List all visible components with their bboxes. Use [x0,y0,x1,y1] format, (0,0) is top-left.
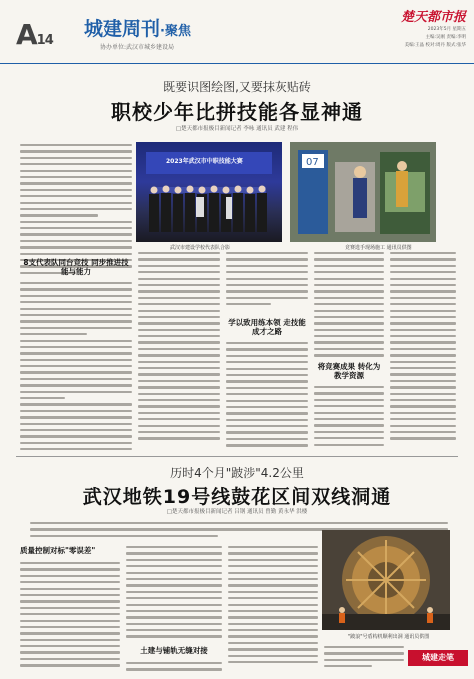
newspaper-logo [360,6,466,56]
story1-column2-text [138,252,220,444]
logo-text: 楚天都市报 [400,10,466,25]
story1-column4b-text [314,386,384,450]
corner-tag: 城建走笔 [408,650,468,666]
story2-column2-text [126,546,222,642]
story2-headline: 武汉地铁19号线鼓花区间双线洞通 [82,486,392,508]
story2-photo-caption: "跛浪"号盾构机顺利出洞 通讯员供图 [348,634,430,640]
page-code [16,18,53,51]
story2-kicker: 历时4个月"跛涉"4.2公里 [170,466,304,480]
story2-subhead-left: 质量控制对标"零误差" [20,546,96,555]
story1-subhead-left: 8支代表队同台竞技 同步推进技能与能力 [23,258,129,276]
banner-text: 2023年武汉市中职技能大赛 [166,158,243,165]
story1-column1-text [20,282,132,455]
story2-column3-text [228,546,318,667]
story2-column2b-text [126,662,222,675]
story2-column4-text [324,646,404,672]
story1-subhead-right: 将竞赛成果 转化为教学资源 [317,362,381,380]
tunnel-photo-image [322,530,450,630]
story2-tunnel-photo [322,530,450,630]
story1-byline: □楚天都市报极目新闻记者 李咏 通讯员 武建 程伟 [175,126,299,132]
story1-subhead-mid: 学以致用练本领 走技能成才之路 [228,318,306,336]
section-divider [16,456,458,457]
page-letter: A [16,18,37,51]
editor-line: 主编:吴刚 责编:李明 [425,35,466,40]
story1-group-photo [136,142,282,242]
story1-photo1-caption: 武汉市建设学校代表队合影 [170,245,231,251]
story2-column1-text [20,562,120,671]
story1-headline: 职校少年比拼技能各显神通 [111,100,363,124]
construction-photo-image [290,142,436,242]
masthead [0,0,474,64]
story1-kicker: 既要识图绘图,又要抹灰贴砖 [163,80,311,94]
designer-line: 美编:王晶 校对:周丹 版式:张华 [404,43,466,48]
sponsor-line: 协办单位:武汉市城乡建设局 [100,44,175,51]
story2-byline: □楚天都市报极目新闻记者 吕钢 通讯员 曾勤 黄永华 洪楼 [166,509,308,515]
page-number: 14 [36,33,53,48]
story1-column3-text [226,342,308,451]
svg-text:07: 07 [306,157,319,168]
story1-column5-text [390,252,456,444]
story1-construction-photo [290,142,436,242]
story1-column3-top-text [226,252,308,310]
story1-column4-text [314,252,384,361]
date-line: 2023年5月 星期五 [427,27,466,32]
story1-photo2-caption: 竞赛选手现场施工 通讯员供图 [345,245,412,251]
section-suffix: ·聚焦 [160,24,191,39]
story2-subhead-mid: 土建与铺轨无缝对接 [140,646,208,655]
section-title [84,14,191,41]
section-name: 城建周刊 [84,18,161,40]
